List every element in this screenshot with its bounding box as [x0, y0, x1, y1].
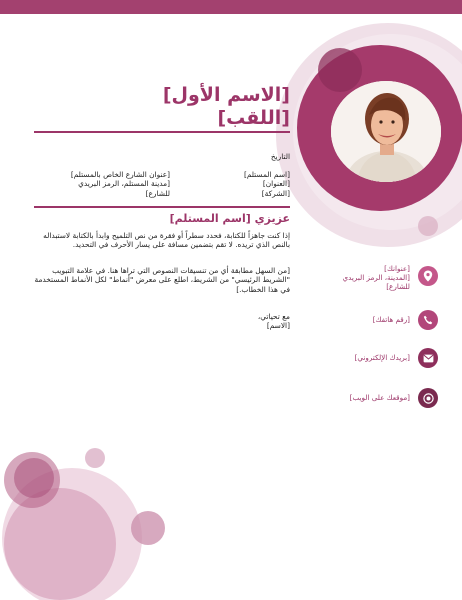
- street-line-1: [عنوان الشارع الخاص بالمستلم]: [70, 170, 170, 179]
- recipient-street-block: [40, 170, 170, 198]
- contact-website-text: [موقعك على الويب]: [349, 393, 410, 402]
- closing-salutation: مع تحياتي،: [257, 312, 290, 321]
- top-accent-bar: [0, 0, 462, 14]
- first-name: [الاسم الأول]: [162, 84, 290, 106]
- recipient-address: [العنوان]: [262, 179, 290, 189]
- closing-block: [200, 312, 290, 331]
- recipient-block: [205, 170, 290, 198]
- contact-phone-text: [رقم هاتفك]: [372, 315, 410, 324]
- address-divider: [34, 206, 290, 208]
- signature-name: [الاسم]: [266, 321, 290, 331]
- body-paragraph-1: إذا كنت جاهزاً للكتابة، فحدد سطراً أو فقرة من نص التلميح وابدأ بالكتابة لاستبداله بالنص الذي تريده. لا تقم بتضمين مسافة على يسار الأحرف في التحديد.: [43, 231, 290, 250]
- name-heading: [160, 84, 290, 130]
- location-pin-icon: [418, 266, 438, 286]
- greeting: عزيزي [اسم المستلم]: [169, 212, 290, 225]
- contact-phone: [300, 308, 440, 332]
- recipient-company: [الشركة]: [261, 188, 290, 198]
- phone-icon: [418, 310, 438, 330]
- street-line-3: للشارع]: [145, 188, 170, 198]
- street-line-2: [مدينة المستلم، الرمز البريدي: [78, 179, 170, 189]
- header-divider: [34, 131, 290, 133]
- website-icon: [418, 388, 438, 408]
- contact-email-text: [بريدك الإلكتروني]: [354, 353, 410, 362]
- decorative-circles-bottom: [0, 440, 175, 600]
- contact-address-text: [عنوانك] [المدينة، الرمز البريدي للشارع]: [342, 264, 410, 291]
- email-icon: [418, 348, 438, 368]
- contact-website: [300, 386, 440, 410]
- body-paragraph-2: [من السهل مطابقة أي من تنسيقات النصوص التي تراها هنا. في علامة التبويب "الشريط الرئيسي" من الشريط، اطلع على معرض "أنماط" لكل الأنماط المستخدمة في هذا الخطاب.]: [34, 266, 290, 294]
- date-label: التاريخ: [270, 152, 290, 161]
- contact-email: [300, 346, 440, 370]
- last-name: [اللقب]: [217, 107, 290, 129]
- profile-photo: [331, 81, 441, 182]
- recipient-name: [اسم المستلم]: [243, 170, 290, 179]
- contact-address: [300, 264, 440, 294]
